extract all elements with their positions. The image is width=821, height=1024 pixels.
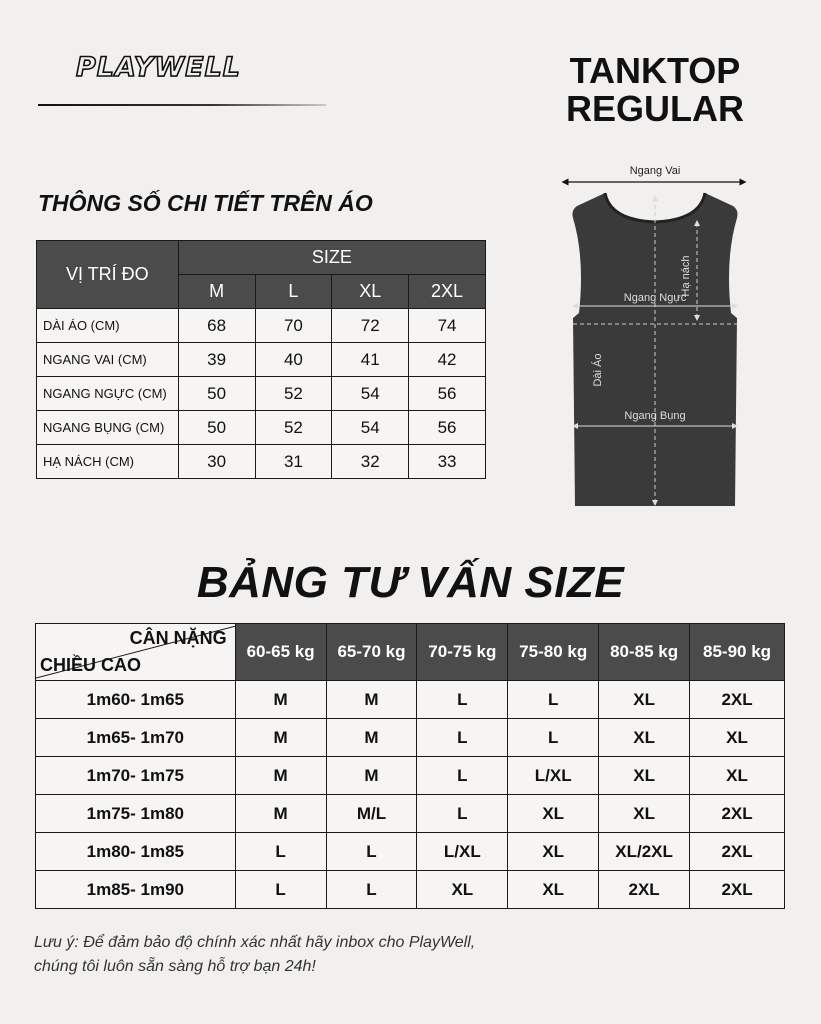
weight-header-row: [36, 624, 785, 681]
table-row: [37, 377, 486, 411]
row-label: NGANG VAI (CM): [37, 343, 179, 377]
cell: L: [326, 833, 417, 871]
table-row: [36, 871, 785, 909]
cell: 74: [409, 309, 486, 343]
cell: L: [417, 795, 508, 833]
advice-table: [35, 623, 785, 909]
table-row: [37, 411, 486, 445]
height-label: CHIỀU CAO: [40, 655, 142, 675]
cell: L: [417, 757, 508, 795]
cell: 31: [255, 445, 332, 479]
cell: M: [235, 681, 326, 719]
size-col: M: [178, 275, 255, 309]
cell: M: [235, 719, 326, 757]
cell: XL: [599, 795, 690, 833]
product-title: [560, 52, 750, 128]
cell: 52: [255, 377, 332, 411]
weight-col: 60-65 kg: [235, 624, 326, 681]
cell: M: [235, 757, 326, 795]
advice-title: BẢNG TƯ VẤN SIZE: [196, 558, 625, 607]
footer-note: [34, 931, 475, 979]
cell: XL: [599, 719, 690, 757]
product-title-line1: TANKTOP: [569, 50, 741, 91]
cell: XL: [599, 757, 690, 795]
size-header: SIZE: [178, 241, 485, 275]
corner-header: [36, 624, 236, 681]
row-label: NGANG BỤNG (CM): [37, 411, 179, 445]
cell: L: [326, 871, 417, 909]
height-cell: 1m60- 1m65: [36, 681, 236, 719]
cell: M/L: [326, 795, 417, 833]
cell: L: [417, 681, 508, 719]
height-cell: 1m65- 1m70: [36, 719, 236, 757]
height-cell: 1m80- 1m85: [36, 833, 236, 871]
armhole-label: Hạ nách: [680, 255, 692, 297]
table-row: [36, 795, 785, 833]
tanktop-diagram: [555, 158, 755, 518]
cell: XL: [508, 795, 599, 833]
waist-label: Ngang Bụng: [624, 410, 686, 422]
product-title-line2: REGULAR: [566, 88, 744, 129]
height-cell: 1m75- 1m80: [36, 795, 236, 833]
cell: L: [235, 833, 326, 871]
position-header: VỊ TRÍ ĐO: [37, 241, 179, 309]
cell: 2XL: [690, 833, 785, 871]
weight-col: 65-70 kg: [326, 624, 417, 681]
cell: 30: [178, 445, 255, 479]
shoulder-label: Ngang Vai: [629, 165, 681, 177]
cell: 2XL: [690, 681, 785, 719]
size-col: XL: [332, 275, 409, 309]
cell: 39: [178, 343, 255, 377]
weight-col: 80-85 kg: [599, 624, 690, 681]
cell: 50: [178, 411, 255, 445]
cell: 54: [332, 411, 409, 445]
row-label: NGANG NGỰC (CM): [37, 377, 179, 411]
cell: 2XL: [599, 871, 690, 909]
table-row: [36, 719, 785, 757]
cell: L: [235, 871, 326, 909]
table-row: [37, 343, 486, 377]
cell: 50: [178, 377, 255, 411]
cell: 42: [409, 343, 486, 377]
weight-label: CÂN NẶNG: [129, 628, 227, 648]
cell: 72: [332, 309, 409, 343]
cell: M: [326, 719, 417, 757]
table-row: [36, 757, 785, 795]
weight-col: 70-75 kg: [417, 624, 508, 681]
table-row: [37, 445, 486, 479]
weight-col: 85-90 kg: [690, 624, 785, 681]
cell: XL: [690, 757, 785, 795]
height-cell: 1m85- 1m90: [36, 871, 236, 909]
cell: L: [417, 719, 508, 757]
cell: 70: [255, 309, 332, 343]
cell: L/XL: [417, 833, 508, 871]
logo-underline: [38, 104, 326, 106]
cell: 2XL: [690, 795, 785, 833]
row-label: DÀI ÁO (CM): [37, 309, 179, 343]
cell: M: [326, 681, 417, 719]
cell: 52: [255, 411, 332, 445]
cell: XL: [508, 871, 599, 909]
cell: 33: [409, 445, 486, 479]
cell: 41: [332, 343, 409, 377]
chest-label: Ngang Ngực: [623, 292, 687, 304]
cell: XL: [690, 719, 785, 757]
cell: XL: [417, 871, 508, 909]
cell: 32: [332, 445, 409, 479]
cell: 2XL: [690, 871, 785, 909]
row-label: HẠ NÁCH (CM): [37, 445, 179, 479]
cell: L/XL: [508, 757, 599, 795]
cell: XL/2XL: [599, 833, 690, 871]
cell: M: [235, 795, 326, 833]
height-cell: 1m70- 1m75: [36, 757, 236, 795]
cell: 54: [332, 377, 409, 411]
note-line-1: Lưu ý: Để đảm bảo độ chính xác nhất hãy inbox cho PlayWell,: [34, 934, 476, 951]
length-label: Dài Áo: [592, 353, 604, 387]
table-row: [37, 309, 486, 343]
weight-col: 75-80 kg: [508, 624, 599, 681]
cell: L: [508, 719, 599, 757]
cell: 40: [255, 343, 332, 377]
cell: XL: [508, 833, 599, 871]
size-col: L: [255, 275, 332, 309]
table-row: [36, 681, 785, 719]
cell: M: [326, 757, 417, 795]
note-line-2: chúng tôi luôn sẵn sàng hỗ trợ bạn 24h!: [34, 958, 316, 975]
brand-logo: PLAYWELL: [76, 52, 241, 83]
cell: XL: [599, 681, 690, 719]
spec-section-title: THÔNG SỐ CHI TIẾT TRÊN ÁO: [38, 190, 373, 216]
spec-table: [36, 240, 486, 479]
cell: 56: [409, 411, 486, 445]
table-row: [36, 833, 785, 871]
cell: 56: [409, 377, 486, 411]
cell: L: [508, 681, 599, 719]
cell: 68: [178, 309, 255, 343]
size-col: 2XL: [409, 275, 486, 309]
